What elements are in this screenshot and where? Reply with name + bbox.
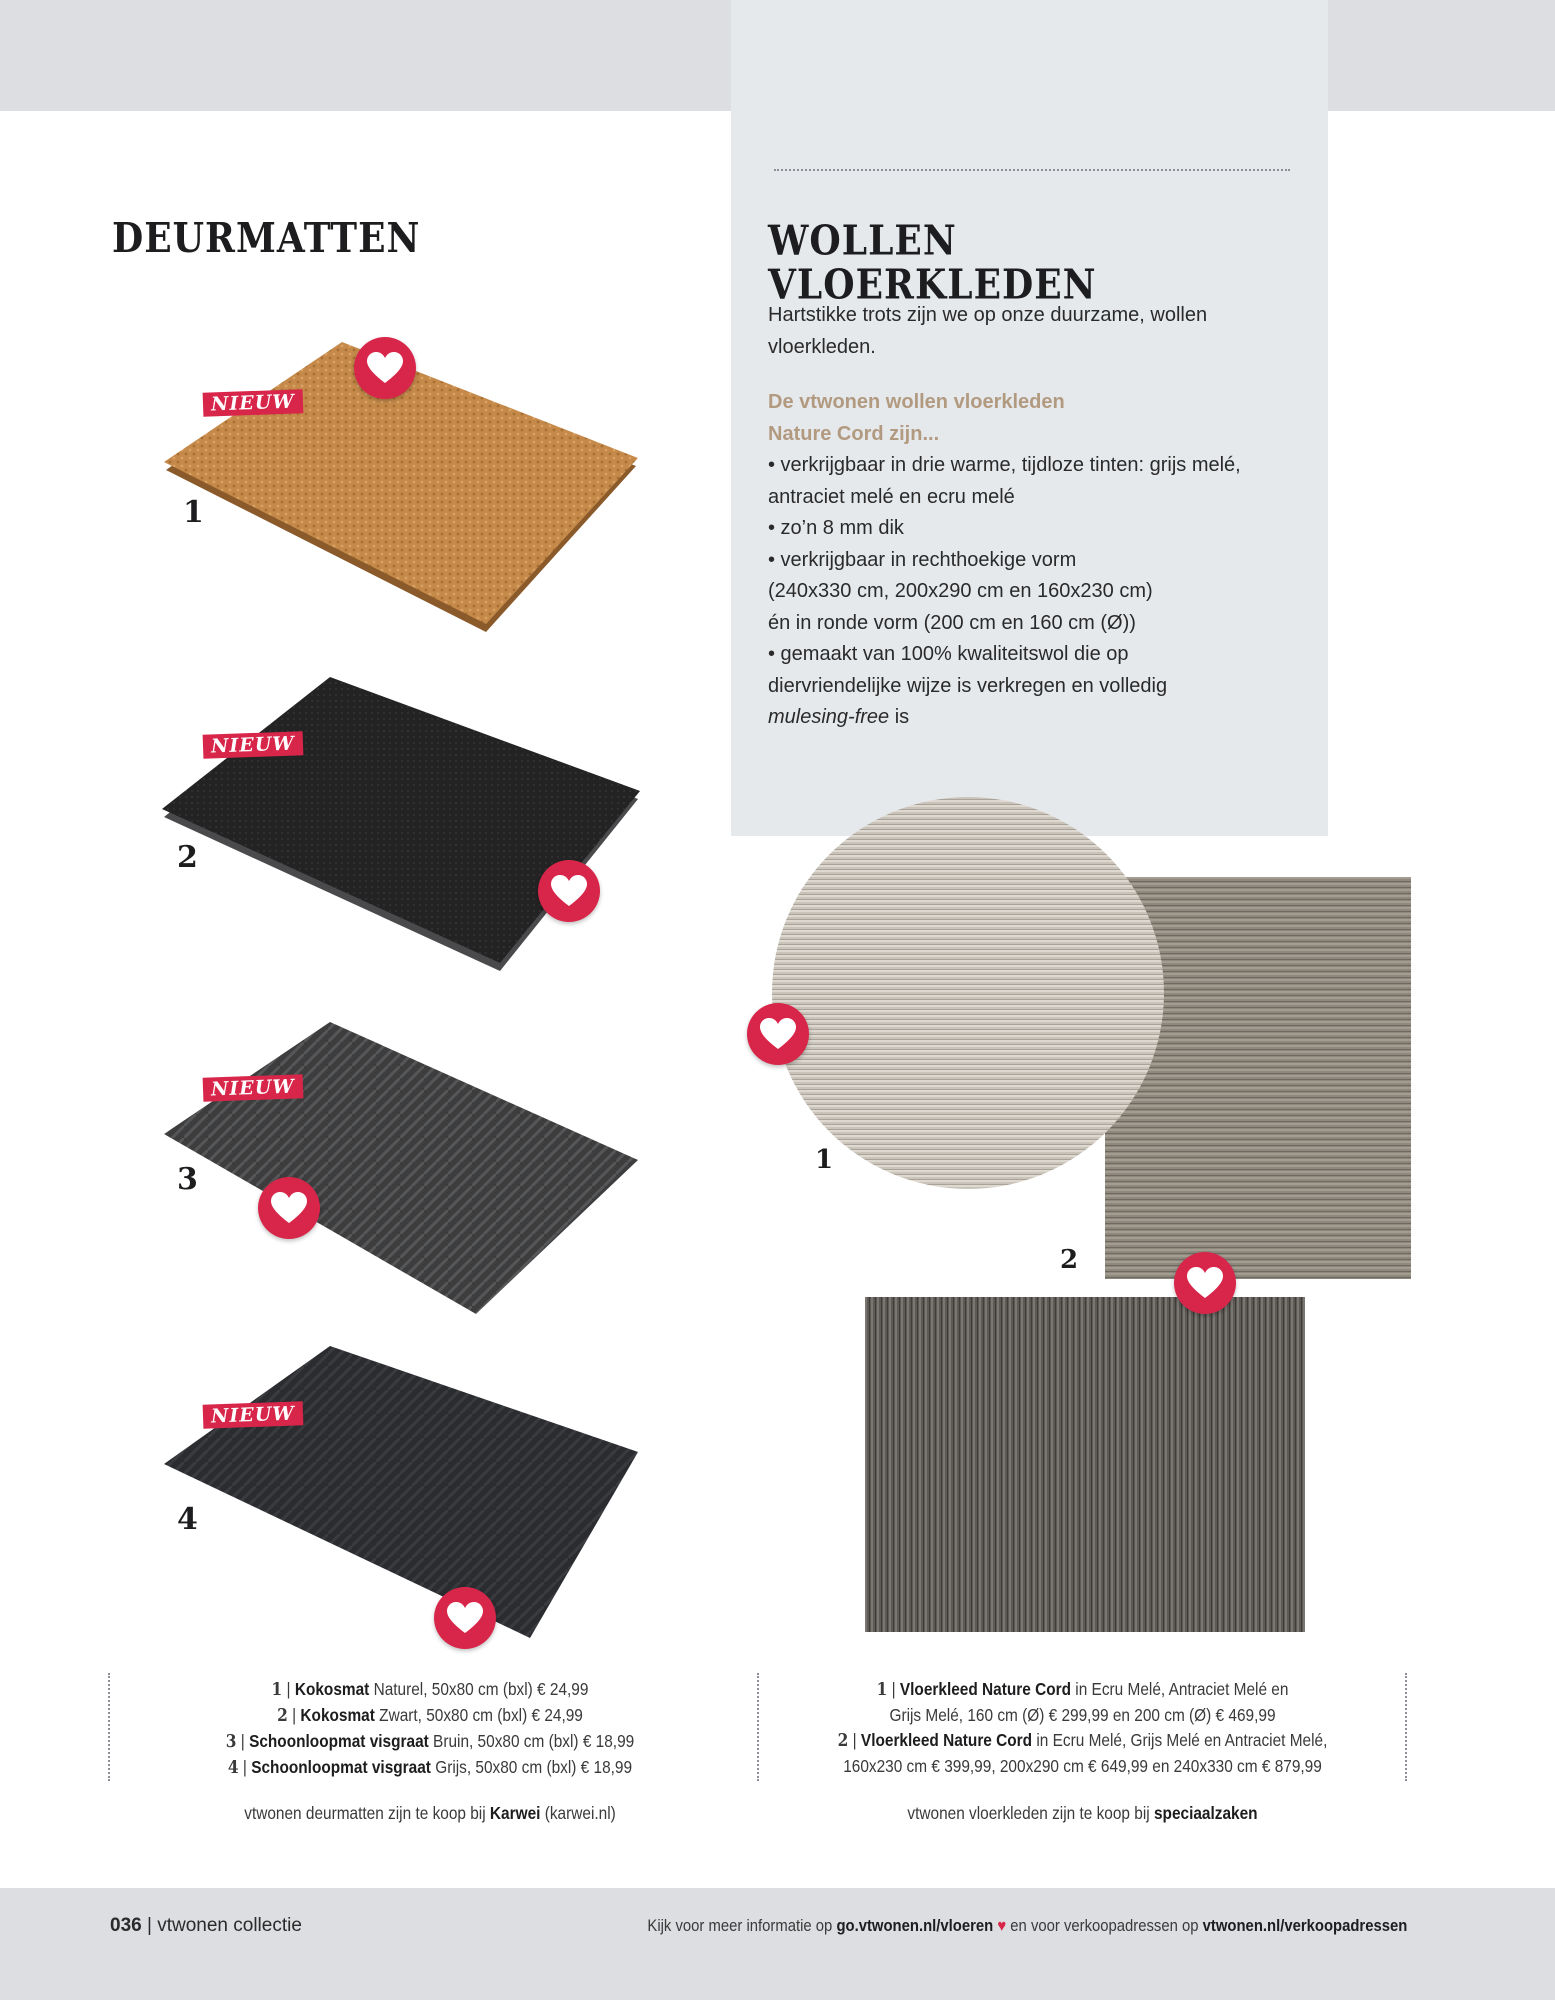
publication-name: vtwonen collectie — [157, 1915, 302, 1936]
dotted-divider — [774, 169, 1290, 171]
rug-3-photo — [865, 1297, 1305, 1632]
section-title-deurmatten: DEURMATTEN — [112, 214, 421, 263]
caption-line: Grijs Melé, 160 cm (Ø) € 299,99 en 200 cm (Ø) € 469,99 — [889, 1705, 1276, 1725]
doormat-captions — [166, 1677, 694, 1781]
caption-number: 3 — [225, 1732, 237, 1752]
product-details: in Ecru Melé, Antraciet Melé en — [1071, 1679, 1289, 1699]
page-number: 036 — [110, 1915, 142, 1936]
feature-line: • zo’n 8 mm dik — [768, 517, 904, 539]
feature-list — [768, 450, 1308, 734]
buy-text: vtwonen vloerkleden zijn te koop bij — [907, 1803, 1150, 1823]
favorite-button[interactable] — [1174, 1252, 1236, 1314]
photo-number: 1 — [815, 1145, 834, 1175]
badge-new: NIEUW — [203, 1401, 303, 1428]
rug-where-to-buy — [808, 1803, 1358, 1824]
feature-line: • verkrijgbaar in drie warme, tijdloze tinten: grijs melé, — [768, 454, 1241, 476]
caption-line: 4 | Schoonloopmat visgraat Grijs, 50x80 cm (bxl) € 18,99 — [227, 1757, 633, 1778]
feature-line-rest: is — [889, 706, 910, 728]
title-line-1: WOLLEN — [768, 216, 957, 265]
doormat-2-image — [160, 675, 650, 975]
doormat-where-to-buy — [166, 1803, 694, 1824]
caption-number: 2 — [837, 1731, 849, 1751]
feature-line: diervriendelijke wijze is verkregen en volledig — [768, 674, 1168, 697]
badge-new: NIEUW — [203, 389, 303, 416]
product-name: Schoonloopmat visgraat — [251, 1757, 431, 1777]
title-line-2: VLOERKLEDEN — [768, 260, 1097, 309]
footer-band — [0, 1888, 1555, 2000]
caption-divider — [108, 1673, 110, 1781]
product-details: Bruin, 50x80 cm (bxl) € 18,99 — [433, 1731, 635, 1751]
product-details: Zwart, 50x80 cm (bxl) € 24,99 — [379, 1705, 583, 1725]
feature-line: antraciet melé en ecru melé — [768, 485, 1015, 508]
subheading — [768, 387, 1288, 450]
subheading-line-2: Nature Cord zijn... — [768, 422, 940, 445]
caption-line: 1 | Vloerkleed Nature Cord in Ecru Melé, Antraciet Melé en — [876, 1679, 1289, 1700]
doormat-4-image — [160, 1342, 650, 1642]
doormat-3-image — [160, 1018, 650, 1318]
feature-line: én in ronde vorm (200 cm en 160 cm (Ø)) — [768, 611, 1136, 634]
caption-line: 3 | Schoonloopmat visgraat Bruin, 50x80 cm (bxl) € 18,99 — [225, 1731, 635, 1752]
caption-divider — [1405, 1673, 1407, 1781]
item-number: 1 — [183, 495, 204, 530]
rug-captions — [808, 1677, 1358, 1779]
feature-line: (240x330 cm, 200x290 cm en 160x230 cm) — [768, 580, 1153, 602]
footer-page-info — [110, 1915, 302, 1937]
heart-icon — [271, 1192, 307, 1224]
caption-number: 4 — [227, 1758, 239, 1778]
favorite-button[interactable] — [747, 1003, 809, 1065]
caption-line: 2 | Vloerkleed Nature Cord in Ecru Melé, Grijs Melé en Antraciet Melé, — [837, 1730, 1328, 1751]
heart-icon — [1187, 1267, 1223, 1299]
item-number: 4 — [177, 1502, 198, 1537]
store-name: Karwei — [489, 1803, 541, 1823]
heart-icon — [551, 875, 587, 907]
badge-new: NIEUW — [203, 731, 303, 758]
product-details: Grijs, 50x80 cm (bxl) € 18,99 — [435, 1757, 633, 1777]
caption-line: 1 | Kokosmat Naturel, 50x80 cm (bxl) € 24,99 — [271, 1679, 589, 1700]
buy-text: vtwonen deurmatten zijn te koop bij — [244, 1803, 486, 1823]
photo-number: 2 — [1060, 1245, 1079, 1275]
store-link[interactable]: (karwei.nl) — [544, 1803, 616, 1823]
subheading-line-1: De vtwonen wollen vloerkleden — [768, 391, 1065, 413]
product-name: Kokosmat — [294, 1679, 370, 1699]
favorite-button[interactable] — [354, 337, 416, 399]
product-details: Naturel, 50x80 cm (bxl) € 24,99 — [373, 1679, 589, 1699]
intro-text: Hartstikke trots zijn we op onze duurzame, wollen vloerkleden. — [768, 304, 1208, 358]
item-number: 2 — [177, 840, 198, 875]
heart-icon — [447, 1602, 483, 1634]
heart-icon — [760, 1018, 796, 1050]
heart-icon: ♥ — [997, 1917, 1006, 1935]
caption-number: 1 — [271, 1680, 283, 1700]
product-name: Schoonloopmat visgraat — [249, 1731, 429, 1751]
product-name: Kokosmat — [300, 1705, 375, 1725]
info-text: Kijk voor meer informatie op — [647, 1917, 832, 1935]
feature-line: • verkrijgbaar in rechthoekige vorm — [768, 548, 1077, 571]
product-name: Vloerkleed Nature Cord — [899, 1679, 1072, 1699]
info-link[interactable]: go.vtwonen.nl/vloeren — [836, 1917, 993, 1935]
stores-link[interactable]: vtwonen.nl/verkoopadressen — [1202, 1917, 1407, 1935]
badge-new: NIEUW — [203, 1074, 303, 1101]
caption-divider — [757, 1673, 759, 1781]
product-details: in Ecru Melé, Grijs Melé en Antraciet Melé, — [1032, 1730, 1328, 1750]
favorite-button[interactable] — [258, 1177, 320, 1239]
feature-line-last — [768, 702, 1308, 734]
footer-info — [647, 1917, 1407, 1936]
caption-number: 2 — [277, 1706, 288, 1726]
heart-icon — [367, 352, 403, 384]
caption-line: 160x230 cm € 399,99, 200x290 cm € 649,99 en 240x330 cm € 879,99 — [843, 1756, 1322, 1776]
separator: | — [146, 1915, 152, 1936]
item-number: 3 — [177, 1162, 198, 1197]
caption-line: 2 | Kokosmat Zwart, 50x80 cm (bxl) € 24,99 — [277, 1705, 583, 1726]
product-name: Vloerkleed Nature Cord — [860, 1730, 1033, 1750]
favorite-button[interactable] — [434, 1587, 496, 1649]
section-title-vloerkleden — [768, 216, 1097, 309]
feature-line: • gemaakt van 100% kwaliteitswol die op — [768, 643, 1129, 665]
rug-1-photo — [770, 795, 1166, 1191]
mulesing-free-text: mulesing-free — [768, 706, 890, 728]
favorite-button[interactable] — [538, 860, 600, 922]
store-name: speciaalzaken — [1153, 1803, 1258, 1823]
caption-number: 1 — [876, 1680, 888, 1700]
info-text: en voor verkoopadressen op — [1009, 1917, 1199, 1935]
